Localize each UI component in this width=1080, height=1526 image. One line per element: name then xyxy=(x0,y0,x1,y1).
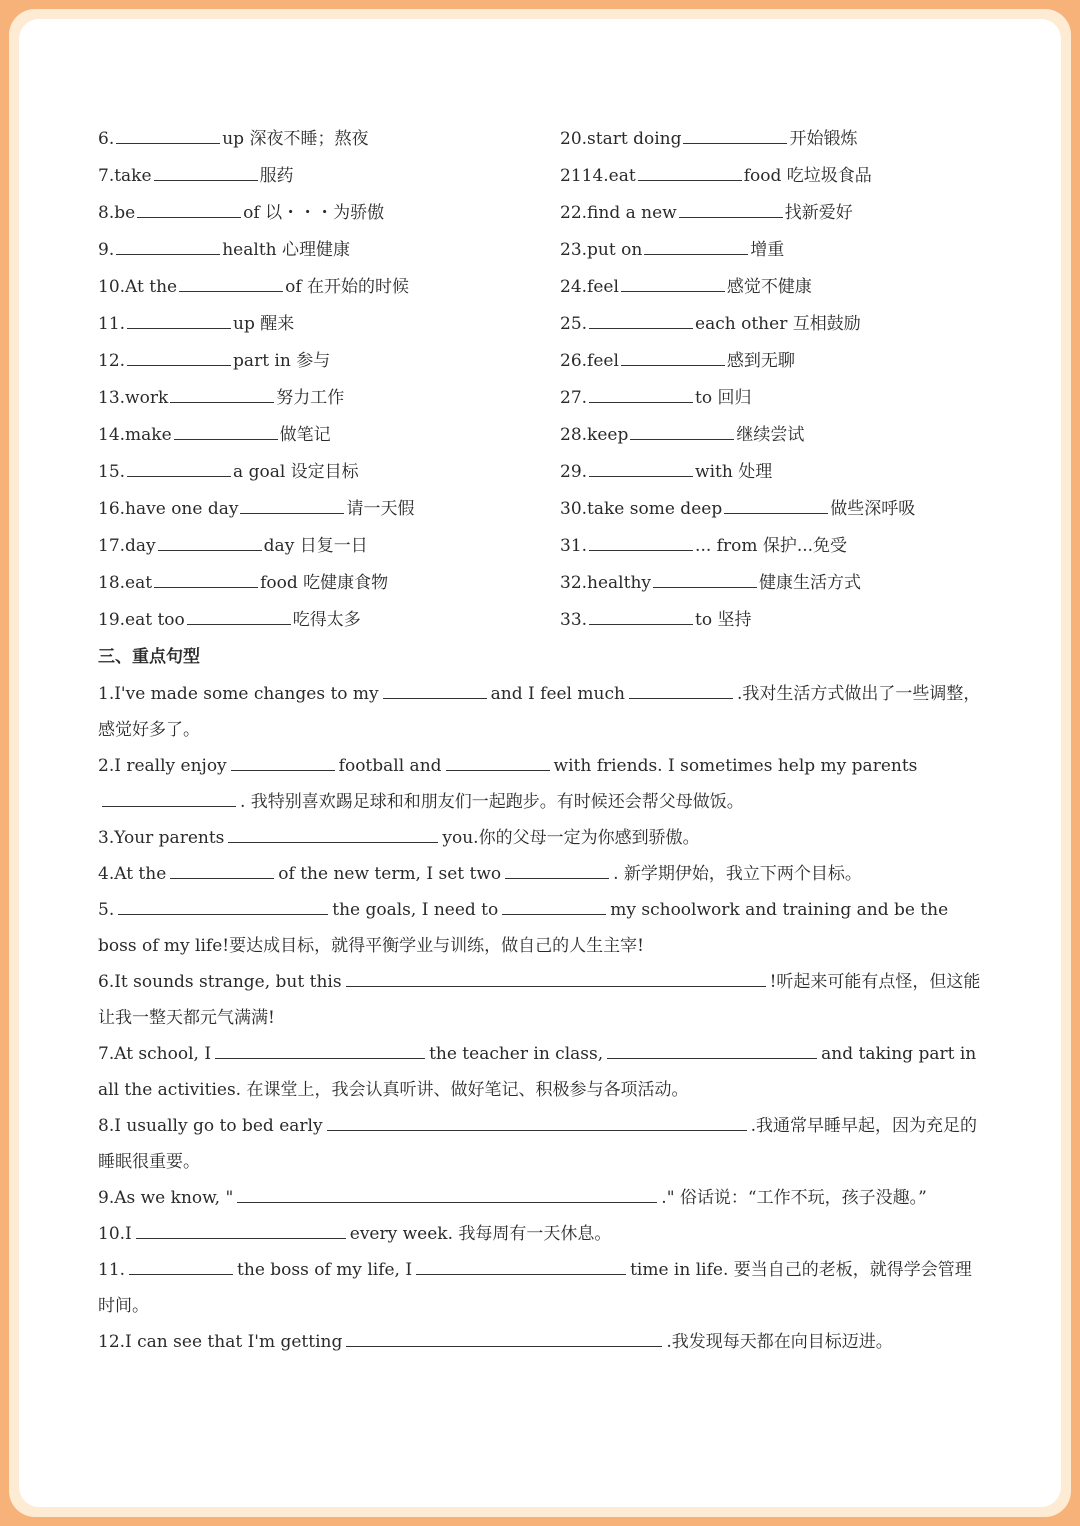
answer-blank[interactable] xyxy=(179,290,283,292)
phrase-item xyxy=(560,306,988,343)
answer-blank[interactable] xyxy=(346,1345,662,1347)
sentence-text: you.你的父母一定为你感到骄傲。 xyxy=(442,828,700,848)
answer-blank[interactable] xyxy=(383,697,487,699)
worksheet-content xyxy=(98,121,988,1360)
phrase-prefix: 28.keep xyxy=(560,425,629,445)
phrase-prefix: 7.take xyxy=(98,166,152,186)
answer-blank[interactable] xyxy=(102,805,236,807)
phrase-prefix: 26.feel xyxy=(560,351,619,371)
phrase-item xyxy=(560,269,988,306)
answer-blank[interactable] xyxy=(127,364,231,366)
phrase-suffix: 找新爱好 xyxy=(784,203,853,223)
answer-blank[interactable] xyxy=(589,623,693,625)
sentence-text: the goals, I need to xyxy=(332,900,499,920)
sentence-text: 4.At the xyxy=(98,864,167,884)
phrase-prefix: 10.At the xyxy=(98,277,178,297)
answer-blank[interactable] xyxy=(638,179,742,181)
answer-blank[interactable] xyxy=(589,327,693,329)
phrase-suffix: 做笔记 xyxy=(279,425,331,445)
sentence-text: 11. xyxy=(98,1260,126,1280)
phrase-suffix: 继续尝试 xyxy=(736,425,805,445)
phrase-prefix: 12. xyxy=(98,351,126,371)
phrase-suffix: 努力工作 xyxy=(276,388,345,408)
sentence-text: 2.I really enjoy xyxy=(98,756,227,776)
sentence-text: !听起来可能有点怪，但这能让我一整天都元气满满! xyxy=(98,972,981,1028)
answer-blank[interactable] xyxy=(154,586,258,588)
sentence-item xyxy=(98,1324,988,1360)
sentence-text: 8.I usually go to bed early xyxy=(98,1116,323,1136)
phrase-item xyxy=(560,602,988,639)
answer-blank[interactable] xyxy=(154,179,258,181)
sentence-item xyxy=(98,676,988,748)
phrase-prefix: 20.start doing xyxy=(560,129,682,149)
phrase-suffix: each other 互相鼓励 xyxy=(695,314,861,334)
phrase-suffix: part in 参与 xyxy=(233,351,331,371)
answer-blank[interactable] xyxy=(589,549,693,551)
phrase-item xyxy=(98,121,560,158)
answer-blank[interactable] xyxy=(136,1237,346,1239)
sentence-text: 10.I xyxy=(98,1224,132,1244)
phrase-prefix: 18.eat xyxy=(98,573,153,593)
answer-blank[interactable] xyxy=(129,1273,233,1275)
phrase-item xyxy=(98,454,560,491)
answer-blank[interactable] xyxy=(589,401,693,403)
phrase-prefix: 32.healthy xyxy=(560,573,652,593)
sentence-item xyxy=(98,1036,988,1108)
sentence-text: 3.Your parents xyxy=(98,828,225,848)
phrase-suffix: 健康生活方式 xyxy=(759,573,862,593)
answer-blank[interactable] xyxy=(683,142,787,144)
phrase-prefix: 25. xyxy=(560,314,588,334)
sentence-text: time in life. 要当自己的老板，就得学会管理时间。 xyxy=(98,1260,972,1316)
sentence-text: 1.I've made some changes to my xyxy=(98,684,379,704)
phrase-prefix: 24.feel xyxy=(560,277,619,297)
phrase-item xyxy=(560,417,988,454)
phrase-suffix: 做些深呼吸 xyxy=(830,499,916,519)
phrase-prefix: 14.make xyxy=(98,425,172,445)
phrase-item xyxy=(560,195,988,232)
phrase-prefix: 29. xyxy=(560,462,588,482)
sentence-list xyxy=(98,676,988,1360)
phrase-item xyxy=(560,232,988,269)
answer-blank[interactable] xyxy=(505,877,609,879)
sentence-item xyxy=(98,892,988,964)
answer-blank[interactable] xyxy=(346,985,766,987)
sentence-item xyxy=(98,748,988,820)
phrase-item xyxy=(98,528,560,565)
phrase-prefix: 31. xyxy=(560,536,588,556)
sentence-text: every week. 我每周有一天休息。 xyxy=(349,1224,612,1244)
phrase-suffix: 增重 xyxy=(750,240,785,260)
phrase-item xyxy=(560,454,988,491)
phrase-prefix: 27. xyxy=(560,388,588,408)
phrase-prefix: 11. xyxy=(98,314,126,334)
phrase-item xyxy=(560,158,988,195)
phrase-suffix: 请一天假 xyxy=(346,499,415,519)
phrase-item xyxy=(560,528,988,565)
answer-blank[interactable] xyxy=(653,586,757,588)
phrase-item xyxy=(98,602,560,639)
sentence-text: 6.It sounds strange, but this xyxy=(98,972,342,992)
answer-blank[interactable] xyxy=(174,438,278,440)
answer-blank[interactable] xyxy=(644,253,748,255)
answer-blank[interactable] xyxy=(215,1057,425,1059)
phrase-suffix: food 吃垃圾食品 xyxy=(743,166,872,186)
answer-blank[interactable] xyxy=(502,913,606,915)
phrase-prefix: 8.be xyxy=(98,203,136,223)
phrase-prefix: 16.have one day xyxy=(98,499,239,519)
answer-blank[interactable] xyxy=(116,142,220,144)
answer-blank[interactable] xyxy=(607,1057,817,1059)
phrase-item xyxy=(98,343,560,380)
phrase-suffix: a goal 设定目标 xyxy=(233,462,359,482)
phrase-columns xyxy=(98,121,988,639)
answer-blank[interactable] xyxy=(170,877,274,879)
phrase-suffix: 吃得太多 xyxy=(292,610,361,630)
phrase-suffix: food 吃健康食物 xyxy=(260,573,389,593)
sentence-item xyxy=(98,1180,988,1216)
answer-blank[interactable] xyxy=(240,512,344,514)
phrase-column-left xyxy=(98,121,560,639)
sentence-text: the boss of my life, I xyxy=(237,1260,413,1280)
phrase-suffix: up 醒来 xyxy=(233,314,295,334)
sentence-text: the teacher in class, xyxy=(429,1044,604,1064)
sentence-item xyxy=(98,1216,988,1252)
phrase-suffix: with 处理 xyxy=(695,462,773,482)
phrase-item xyxy=(560,121,988,158)
phrase-suffix: ... from 保护...免受 xyxy=(695,536,848,556)
phrase-prefix: 33. xyxy=(560,610,588,630)
sentence-text: . 我特别喜欢踢足球和和朋友们一起跑步。有时候还会帮父母做饭。 xyxy=(240,792,744,812)
phrase-suffix: 服药 xyxy=(259,166,294,186)
answer-blank[interactable] xyxy=(621,364,725,366)
answer-blank[interactable] xyxy=(327,1129,747,1131)
sentence-text: . 新学期伊始，我立下两个目标。 xyxy=(613,864,862,884)
phrase-prefix: 22.find a new xyxy=(560,203,677,223)
sentence-text: 12.I can see that I'm getting xyxy=(98,1332,343,1352)
answer-blank[interactable] xyxy=(621,290,725,292)
phrase-item xyxy=(98,306,560,343)
phrase-item xyxy=(98,380,560,417)
answer-blank[interactable] xyxy=(231,769,335,771)
answer-blank[interactable] xyxy=(127,475,231,477)
sentence-text: my schoolwork and training and be the boss of my life!要达成目标，就得平衡学业与训练，做自己的人生主宰! xyxy=(98,900,949,956)
phrase-item xyxy=(98,565,560,602)
phrase-prefix: 19.eat too xyxy=(98,610,185,630)
phrase-item xyxy=(560,491,988,528)
phrase-prefix: 15. xyxy=(98,462,126,482)
answer-blank[interactable] xyxy=(116,253,220,255)
phrase-prefix: 9. xyxy=(98,240,115,260)
phrase-suffix: to 回归 xyxy=(695,388,752,408)
answer-blank[interactable] xyxy=(679,216,783,218)
phrase-suffix: 开始锻炼 xyxy=(789,129,858,149)
phrase-suffix: health 心理健康 xyxy=(222,240,350,260)
phrase-item xyxy=(98,417,560,454)
sentence-text: 7.At school, I xyxy=(98,1044,212,1064)
sentence-item xyxy=(98,1108,988,1180)
phrase-suffix: of 以・・・为骄傲 xyxy=(243,203,385,223)
phrase-item xyxy=(560,343,988,380)
phrase-prefix: 30.take some deep xyxy=(560,499,723,519)
sentence-text: of the new term, I set two xyxy=(278,864,502,884)
sentence-text: ." 俗话说：“工作不玩，孩子没趣。” xyxy=(661,1188,927,1208)
sentence-item xyxy=(98,1252,988,1324)
answer-blank[interactable] xyxy=(187,623,291,625)
sentence-text: and taking part in all the activities. 在课堂上，我会认真听讲、做好笔记、积极参与各项活动。 xyxy=(98,1044,977,1100)
answer-blank[interactable] xyxy=(158,549,262,551)
phrase-prefix: 13.work xyxy=(98,388,169,408)
phrase-item xyxy=(560,380,988,417)
phrase-suffix: to 坚持 xyxy=(695,610,752,630)
sentence-text: .我发现每天都在向目标迈进。 xyxy=(666,1332,893,1352)
phrase-item xyxy=(98,269,560,306)
answer-blank[interactable] xyxy=(589,475,693,477)
sentence-text: .我对生活方式做出了一些调整，感觉好多了。 xyxy=(98,684,981,740)
phrase-suffix: of 在开始的时候 xyxy=(285,277,410,297)
answer-blank[interactable] xyxy=(630,438,734,440)
section-heading: 三、重点句型 xyxy=(98,647,200,667)
phrase-prefix: 2114.eat xyxy=(560,166,636,186)
phrase-item xyxy=(98,158,560,195)
sentence-text: and I feel much xyxy=(490,684,625,704)
sentence-text: with friends. I sometimes help my parents xyxy=(553,756,918,776)
phrase-item xyxy=(98,491,560,528)
answer-blank[interactable] xyxy=(629,697,733,699)
sentence-text: .我通常早睡早起，因为充足的睡眠很重要。 xyxy=(98,1116,977,1172)
answer-blank[interactable] xyxy=(137,216,241,218)
answer-blank[interactable] xyxy=(416,1273,626,1275)
answer-blank[interactable] xyxy=(724,512,828,514)
answer-blank[interactable] xyxy=(127,327,231,329)
phrase-suffix: 感到无聊 xyxy=(726,351,795,371)
phrase-suffix: day 日复一日 xyxy=(263,536,368,556)
phrase-prefix: 23.put on xyxy=(560,240,643,260)
phrase-prefix: 17.day xyxy=(98,536,156,556)
sentence-item xyxy=(98,820,988,856)
phrase-item xyxy=(98,232,560,269)
phrase-suffix: up 深夜不睡；熬夜 xyxy=(222,129,369,149)
sentence-item xyxy=(98,964,988,1036)
answer-blank[interactable] xyxy=(237,1201,657,1203)
answer-blank[interactable] xyxy=(446,769,550,771)
sentence-text: 5. xyxy=(98,900,115,920)
phrase-suffix: 感觉不健康 xyxy=(726,277,812,297)
answer-blank[interactable] xyxy=(170,401,274,403)
phrase-column-right xyxy=(560,121,988,639)
answer-blank[interactable] xyxy=(228,841,438,843)
sentence-text: 9.As we know, " xyxy=(98,1188,234,1208)
sentence-text: football and xyxy=(338,756,442,776)
sentence-item xyxy=(98,856,988,892)
phrase-item xyxy=(560,565,988,602)
phrase-prefix: 6. xyxy=(98,129,115,149)
phrase-item xyxy=(98,195,560,232)
answer-blank[interactable] xyxy=(118,913,328,915)
